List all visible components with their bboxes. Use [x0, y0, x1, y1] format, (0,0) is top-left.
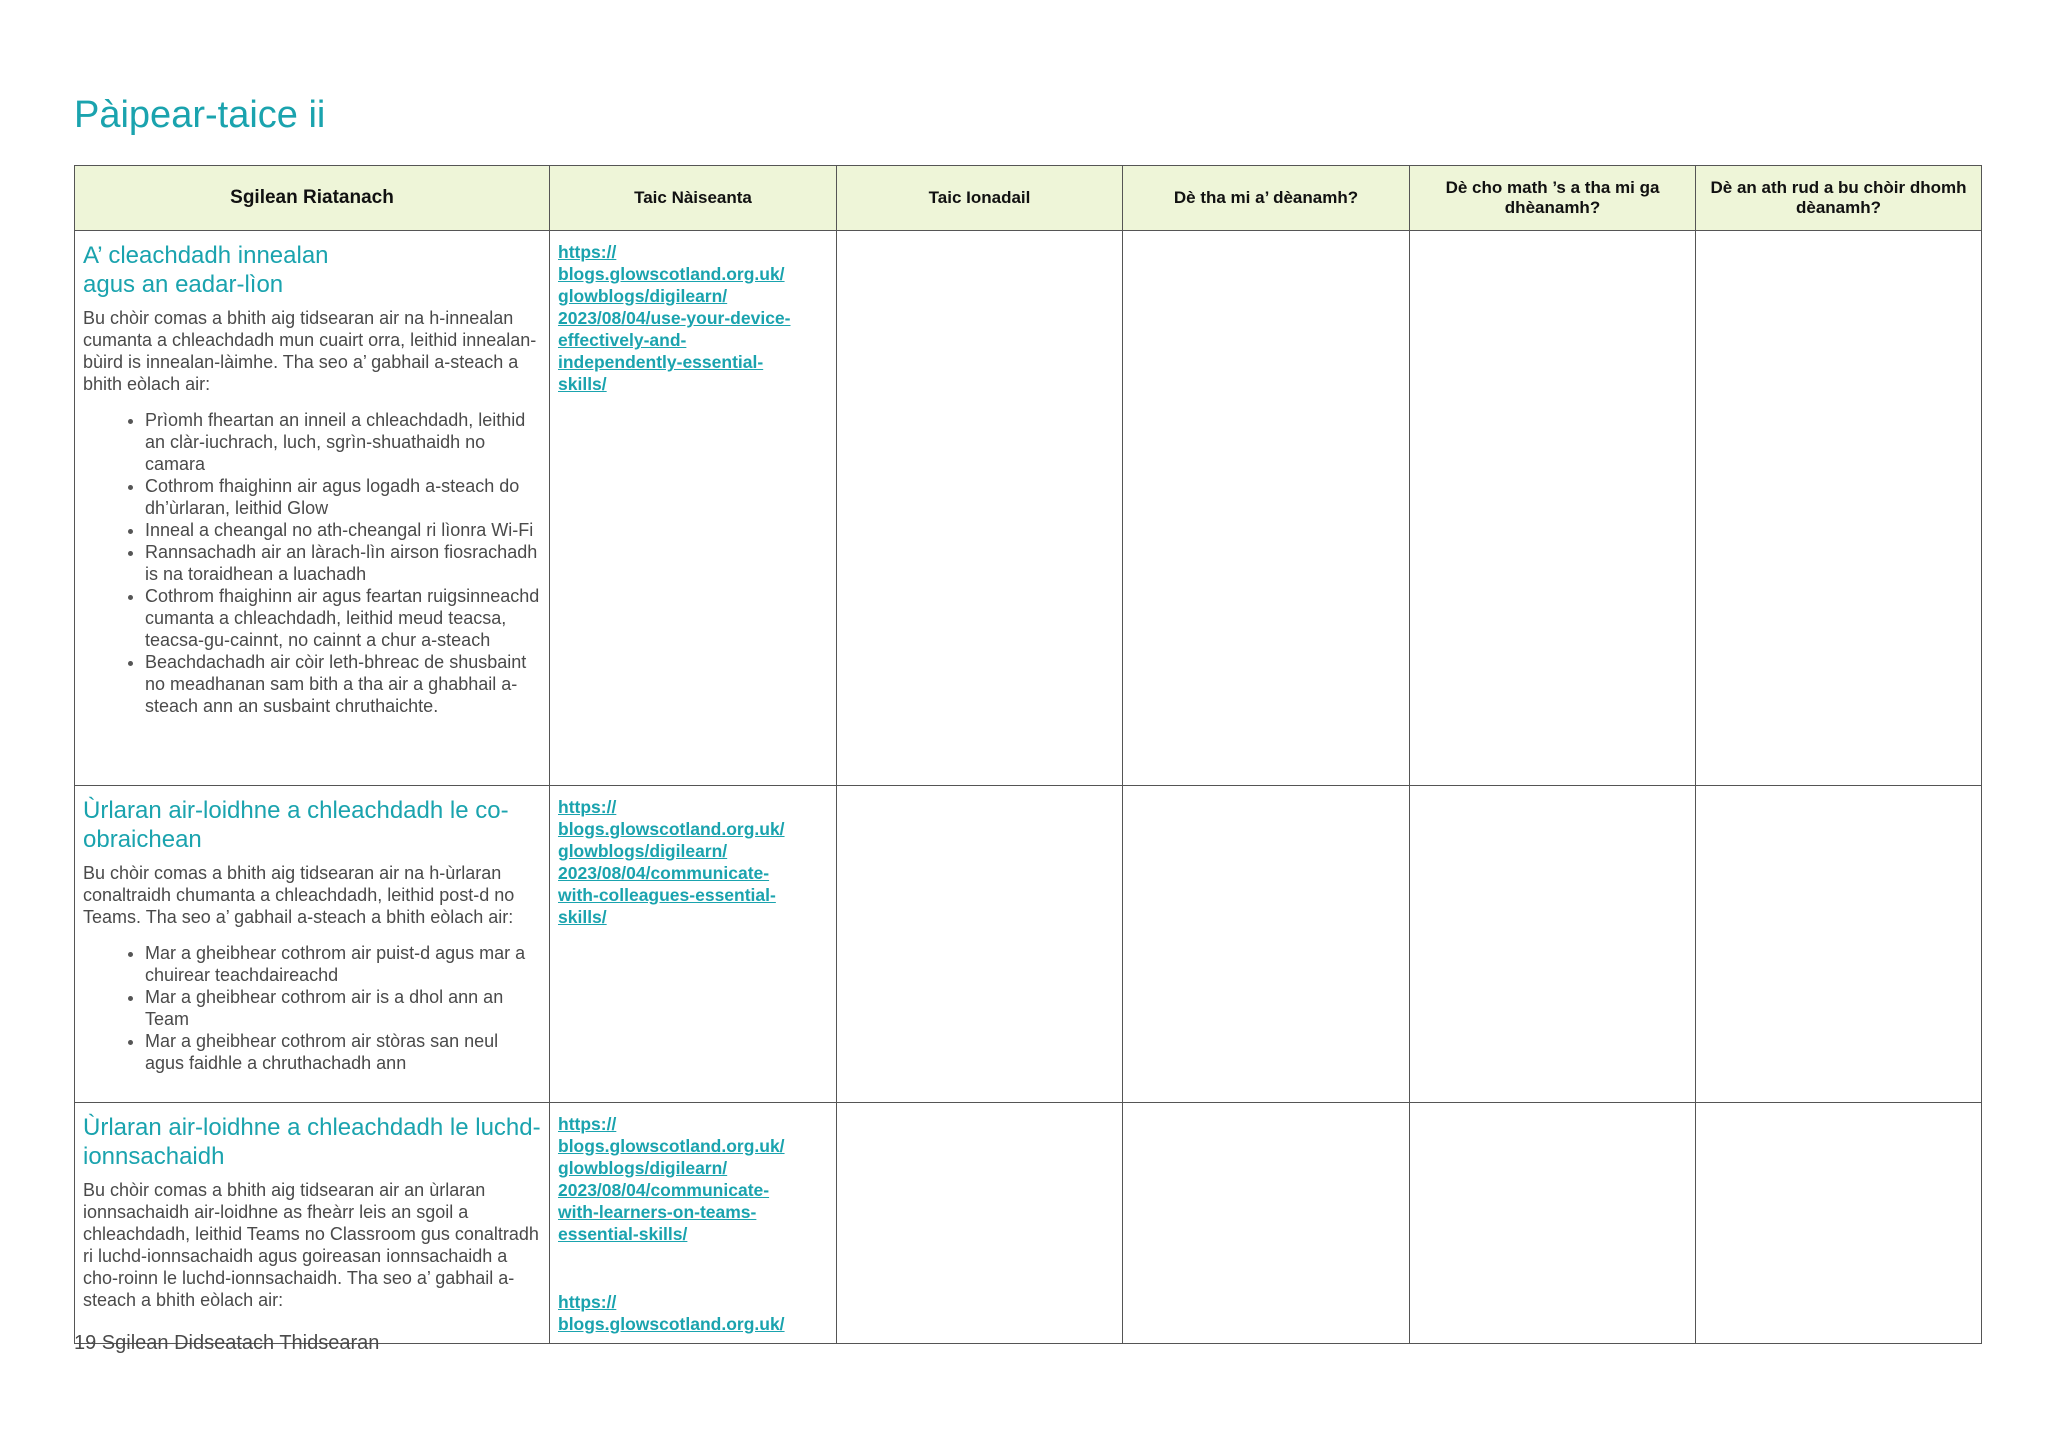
skill-description: Bu chòir comas a bhith aig tidsearan air an ùrlaran ionnsachaidh air-loidhne as fheàrr leis an sgoil a chleachdadh, leithid Teams no Classroom gus conaltradh ri luchd-ionnsachaidh agus goireasan ionnsachaidh a cho-roinn le luchd-ionnsachaidh. Tha seo a’ gabhail a-steach a bhith eòlach air: — [83, 1180, 539, 1310]
local-support-cell[interactable] — [837, 1103, 1123, 1344]
skill-title-line: Ùrlaran air-loidhne a chleachdadh le luchd- — [83, 1114, 541, 1141]
how-well-cell[interactable] — [1410, 1103, 1696, 1344]
link-spacer — [558, 1245, 828, 1291]
header-essential-skills: Sgilean Riatanach — [75, 166, 550, 231]
skill-title-line: obraichean — [83, 826, 202, 853]
skill-title — [83, 241, 541, 299]
skill-title — [83, 1113, 541, 1171]
skills-table — [74, 165, 1982, 1344]
page-title: Pàipear-taice ii — [74, 94, 326, 136]
table-row — [75, 786, 1982, 1103]
skill-description: Bu chòir comas a bhith aig tidsearan air na h-ùrlaran conaltraidh chumanta a chleachdadh, leithid post-d no Teams. Tha seo a’ gabhail a-steach a bhith eòlach air: — [83, 863, 515, 927]
skill-title-line: Ùrlaran air-loidhne a chleachdadh le co- — [83, 797, 509, 824]
local-support-cell[interactable] — [837, 231, 1123, 786]
support-link[interactable]: https:// blogs.glowscotland.org.uk/ glowblogs/digilearn/ 2023/08/04/use-your-device- effectively-and- independently-essential- skills/ — [558, 242, 791, 394]
list-item: • Inneal a cheangal no ath-cheangal ri lìonra Wi-Fi — [145, 519, 541, 541]
list-item: • Mar a gheibhear cothrom air is a dhol ann an Team — [145, 986, 541, 1030]
what-am-i-doing-cell[interactable] — [1123, 231, 1410, 786]
table-row — [75, 231, 1982, 786]
list-item: • Mar a gheibhear cothrom air stòras san neul agus faidhle a chruthachadh ann — [145, 1030, 541, 1074]
national-support-cell — [550, 231, 837, 786]
skill-title-line: ionnsachaidh — [83, 1143, 225, 1170]
skill-bullet-list — [83, 409, 541, 717]
list-item: • Prìomh fheartan an inneil a chleachdadh, leithid an clàr-iuchrach, luch, sgrìn-shuathaidh no camara — [145, 409, 541, 475]
skill-cell — [75, 231, 550, 786]
skill-bullet-list — [83, 942, 541, 1074]
table-header-row — [75, 166, 1982, 231]
header-next-steps: Dè an ath rud a bu chòir dhomh dèanamh? — [1696, 166, 1982, 231]
national-support-cell — [550, 786, 837, 1103]
skill-title-line: A’ cleachdadh innealan — [83, 242, 329, 269]
list-item: • Cothrom fhaighinn air agus logadh a-steach do dh’ùrlaran, leithid Glow — [145, 475, 541, 519]
next-steps-cell[interactable] — [1696, 1103, 1982, 1344]
what-am-i-doing-cell[interactable] — [1123, 786, 1410, 1103]
skill-title — [83, 796, 541, 854]
table-row — [75, 1103, 1982, 1344]
list-item: • Mar a gheibhear cothrom air puist-d agus mar a chuirear teachdaireachd — [145, 942, 541, 986]
next-steps-cell[interactable] — [1696, 231, 1982, 786]
header-how-well: Dè cho math ’s a tha mi ga dhèanamh? — [1410, 166, 1696, 231]
how-well-cell[interactable] — [1410, 231, 1696, 786]
list-item: • Rannsachadh air an làrach-lìn airson fiosrachadh is na toraidhean a luachadh — [145, 541, 541, 585]
page-footer: 19 Sgilean Didseatach Thidsearan — [74, 1332, 380, 1354]
list-item: • Cothrom fhaighinn air agus feartan ruigsinneachd cumanta a chleachdadh, leithid meud teacsa, teacsa-gu-cainnt, no cainnt a chur a-steach — [145, 585, 541, 651]
national-support-cell — [550, 1103, 837, 1344]
local-support-cell[interactable] — [837, 786, 1123, 1103]
what-am-i-doing-cell[interactable] — [1123, 1103, 1410, 1344]
skill-cell — [75, 786, 550, 1103]
support-link[interactable]: https:// blogs.glowscotland.org.uk/ glowblogs/digilearn/ 2023/08/04/communicate- with-colleagues-essential- skills/ — [558, 797, 785, 927]
header-what-am-i-doing: Dè tha mi a’ dèanamh? — [1123, 166, 1410, 231]
support-link[interactable]: https:// blogs.glowscotland.org.uk/ glowblogs/digilearn/ 2023/08/04/communicate- with-learners-on-teams- essential-skills/ — [558, 1114, 785, 1244]
how-well-cell[interactable] — [1410, 786, 1696, 1103]
support-link[interactable]: https:// blogs.glowscotland.org.uk/ — [558, 1292, 785, 1334]
next-steps-cell[interactable] — [1696, 786, 1982, 1103]
list-item: • Beachdachadh air còir leth-bhreac de shusbaint no meadhanan sam bith a tha air a ghabhail a-steach ann an susbaint chruthaichte. — [145, 651, 541, 717]
skill-title-line: agus an eadar-lìon — [83, 271, 284, 298]
header-national-support: Taic Nàiseanta — [550, 166, 837, 231]
header-local-support: Taic Ionadail — [837, 166, 1123, 231]
skill-cell — [75, 1103, 550, 1344]
skill-description: Bu chòir comas a bhith aig tidsearan air na h-innealan cumanta a chleachdadh mun cuairt orra, leithid innealan-bùird is innealan-làimhe. Tha seo a’ gabhail a-steach a bhith eòlach air: — [83, 308, 537, 394]
